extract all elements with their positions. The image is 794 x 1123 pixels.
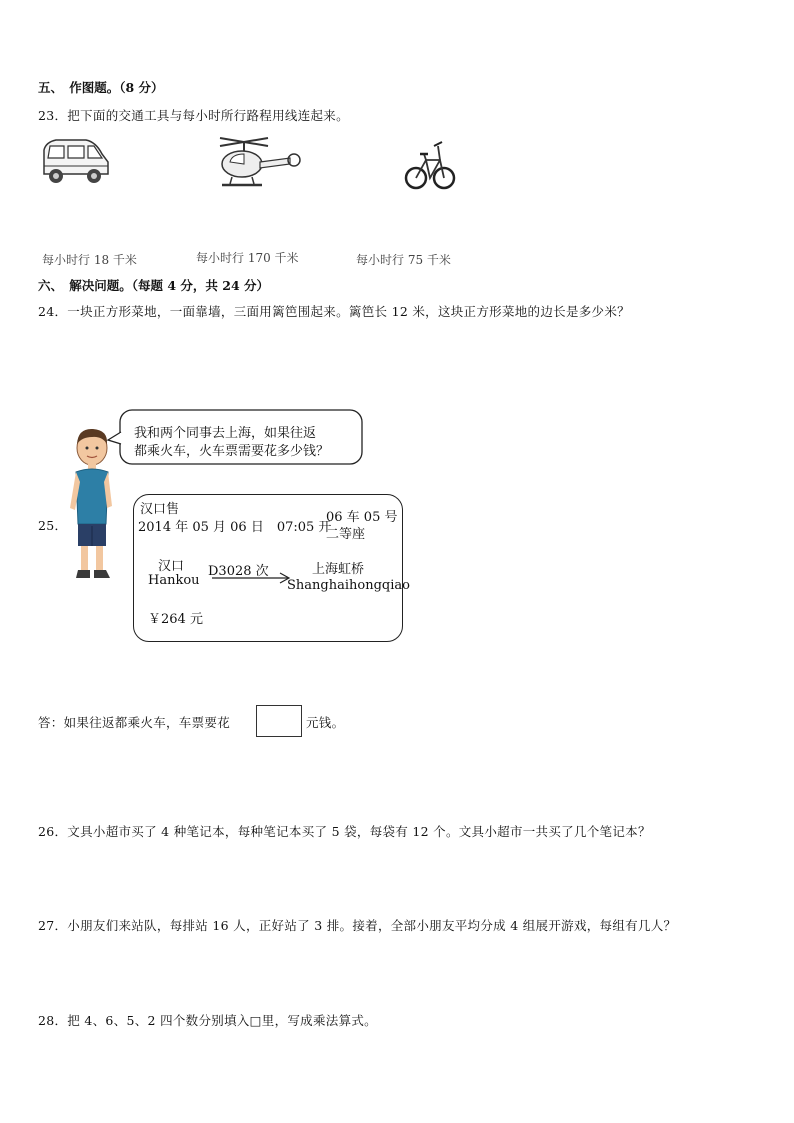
question-25-number: 25． [38, 518, 68, 533]
question-24-text: 24．一块正方形菜地，一面靠墙，三面用篱笆围起来。篱笆长 12 米，这块正方形菜地的边长是多少米？ [38, 304, 630, 319]
section-6-title: 六、 解决问题。（每题 4 分，共 24 分） [38, 278, 270, 293]
helicopter-icon [216, 132, 302, 194]
speech-line-1: 我和两个同事去上海，如果往返 [134, 426, 317, 441]
ticket-from-cn: 汉口 [158, 559, 185, 574]
section-5-title: 五、 作图题。（8 分） [38, 80, 164, 95]
ticket-to-cn: 上海虹桥 [312, 562, 365, 577]
answer-prefix: 答：如果往返都乘火车，车票要花 [38, 715, 231, 730]
answer-suffix: 元钱。 [306, 715, 345, 730]
question-27-text: 27．小朋友们来站队，每排站 16 人，正好站了 3 排。接着，全部小朋友平均分成 4 组展开游戏，每组有几人？ [38, 918, 677, 933]
car-icon [38, 136, 112, 188]
ticket-datetime: 2014 年 05 月 06 日 07:05 开 [138, 520, 332, 535]
ticket-seat-class: 二等座 [326, 527, 366, 542]
ticket-to-en: Shanghaihongqiao [287, 578, 410, 593]
ticket-train-number: D3028 次 [208, 564, 269, 579]
question-26-text: 26．文具小超市买了 4 种笔记本，每种笔记本买了 5 袋，每袋有 12 个。文具小超市一共买了几个笔记本？ [38, 824, 651, 839]
ticket-price: ￥264 元 [148, 612, 203, 627]
speed-label-2: 每小时行 170 千米 [196, 251, 299, 265]
answer-input-box[interactable] [256, 705, 302, 737]
question-28-text: 28．把 4、6、5、2 四个数分别填入□里，写成乘法算式。 [38, 1013, 377, 1028]
speech-line-2: 都乘火车，火车票需要花多少钱？ [134, 444, 330, 459]
ticket-issuer: 汉口售 [140, 502, 180, 517]
speed-label-3: 每小时行 75 千米 [356, 253, 451, 267]
question-23-text: 23．把下面的交通工具与每小时所行路程用线连起来。 [38, 108, 349, 123]
ticket-from-en: Hankou [148, 573, 200, 588]
ticket-seat-car: 06 车 05 号 [326, 510, 398, 525]
speed-label-1: 每小时行 18 千米 [42, 253, 137, 267]
bicycle-icon [404, 134, 456, 194]
ticket-arrow [212, 572, 292, 584]
